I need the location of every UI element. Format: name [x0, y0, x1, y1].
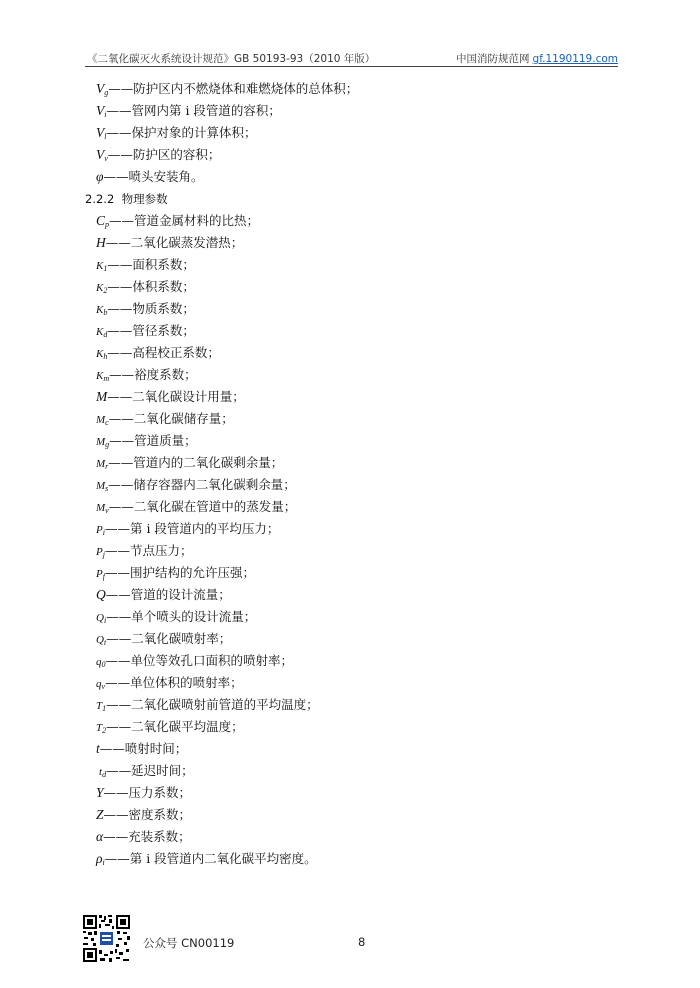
definition-text: ——裕度系数； — [109, 367, 197, 382]
param-line — [85, 738, 605, 760]
param-line — [85, 540, 605, 562]
definition-text: ——压力系数； — [103, 785, 192, 800]
definition-text: ——延迟时间； — [106, 763, 194, 778]
page-header — [85, 50, 618, 67]
definition-text: ——二氧化碳喷射率； — [106, 631, 232, 646]
definition-text: ——二氧化碳喷射前管道的平均温度； — [106, 697, 319, 712]
param-line — [85, 452, 605, 474]
definition-text: ——管径系数； — [107, 323, 195, 338]
qr-code-icon — [82, 914, 131, 963]
symbol: $V_v$ — [96, 147, 108, 163]
param-line — [85, 628, 605, 650]
param-line — [85, 342, 605, 364]
definition-text: ——管道内的二氧化碳剩余量； — [108, 455, 284, 470]
param-line — [85, 254, 605, 276]
definition-text: ——密度系数； — [103, 807, 192, 822]
definition-text: ——高程校正系数； — [107, 345, 220, 360]
param-line — [85, 474, 605, 496]
definition-text: ——喷射时间； — [99, 741, 188, 756]
param-line — [85, 364, 605, 386]
definition-text: ——保护对象的计算体积； — [106, 125, 257, 140]
symbol: Y — [96, 785, 104, 800]
definition-text: ——体积系数； — [107, 279, 195, 294]
document-title: 《二氧化碳灭火系统设计规范》GB 50193-93（2010 年版） — [87, 53, 376, 65]
param-line — [85, 606, 605, 628]
definition-text: ——管道金属材料的比热； — [109, 213, 260, 228]
definition-text: ——围护结构的允许压强； — [104, 565, 255, 580]
section-heading — [85, 188, 605, 210]
definition-text: ——防护区的容积； — [107, 147, 221, 162]
param-line — [85, 496, 605, 518]
param-line — [85, 298, 605, 320]
symbol: Q — [96, 587, 106, 602]
param-line — [85, 430, 605, 452]
definition-text: ——物质系数； — [107, 301, 195, 316]
symbol: $M_r$ — [96, 458, 109, 471]
definition-line — [85, 100, 605, 122]
param-line — [85, 320, 605, 342]
param-line — [85, 386, 605, 408]
symbol: $Q_i$ — [96, 612, 107, 625]
definition-text: ——第 i 段管道内的平均压力； — [104, 521, 280, 536]
site-name: 中国消防规范网 — [456, 53, 530, 65]
site-link[interactable]: gf.1190119.com — [532, 53, 618, 65]
symbol: $K_m$ — [96, 370, 110, 383]
param-line — [85, 848, 605, 870]
param-line — [85, 782, 605, 804]
param-line — [85, 276, 605, 298]
symbol: $K_b$ — [96, 304, 108, 317]
definition-text: ——防护区内不燃烧体和难燃烧体的总体积； — [108, 81, 359, 96]
symbol: $P_i$ — [96, 524, 105, 537]
definition-text: ——二氧化碳在管道中的蒸发量； — [108, 499, 297, 514]
param-line — [85, 694, 605, 716]
page-content — [85, 78, 605, 870]
symbol: α — [96, 829, 104, 844]
definition-text: ——二氧化碳平均温度； — [106, 719, 244, 734]
symbol: $V_l$ — [96, 125, 107, 141]
param-line — [85, 672, 605, 694]
definition-text: ——第 i 段管道内二氧化碳平均密度。 — [104, 851, 317, 866]
param-line — [85, 562, 605, 584]
definition-text: ——节点压力； — [104, 543, 193, 558]
definition-text: ——二氧化碳储存量； — [108, 411, 234, 426]
symbol: $C_p$ — [96, 213, 110, 229]
definition-text: ——喷头安装角。 — [103, 169, 204, 184]
symbol: $V_g$ — [96, 81, 109, 97]
symbol: t — [96, 741, 100, 756]
definition-text: ——单位等效孔口面积的喷射率； — [105, 653, 294, 668]
param-line — [85, 650, 605, 672]
section-number: 2.2.2 — [85, 192, 115, 206]
definition-text: ——储存容器内二氧化碳剩余量； — [108, 477, 296, 492]
symbol: $V_i$ — [96, 103, 107, 119]
symbol: $K_2$ — [96, 282, 108, 295]
definition-line — [85, 122, 605, 144]
public-account-label: 公众号 CN00119 — [143, 936, 235, 950]
symbol: $Q_t$ — [96, 634, 107, 647]
symbol: φ — [96, 169, 104, 184]
page-number: 8 — [358, 935, 366, 949]
definition-text: ——充装系数； — [103, 829, 191, 844]
definition-text: ——单个喷头的设计流量； — [106, 609, 257, 624]
param-line — [85, 760, 605, 782]
section-title: 物理参数 — [121, 192, 168, 206]
definition-text: ——管道的设计流量； — [105, 587, 231, 602]
definition-line — [85, 144, 605, 166]
symbol: $T_2$ — [96, 722, 107, 735]
symbol: $P_j$ — [96, 546, 105, 559]
definition-text: ——面积系数； — [107, 257, 195, 272]
param-line — [85, 826, 605, 848]
symbol: $P_f$ — [96, 568, 105, 581]
symbol: $T_1$ — [96, 700, 107, 713]
symbol: $M_s$ — [96, 480, 109, 493]
definition-text: ——单位体积的喷射率； — [105, 675, 243, 690]
definition-text: ——管道质量； — [109, 433, 197, 448]
definition-line — [85, 166, 605, 188]
definition-text: ——二氧化碳设计用量； — [107, 389, 245, 404]
site-info — [456, 51, 618, 66]
param-line — [85, 408, 605, 430]
symbol: $K_h$ — [96, 348, 108, 361]
param-line — [85, 518, 605, 540]
symbol: $M_g$ — [96, 436, 110, 449]
symbol: $t_d$ — [99, 766, 107, 779]
definition-line — [85, 78, 605, 100]
param-line — [85, 232, 605, 254]
param-line — [85, 716, 605, 738]
definition-text: ——二氧化碳蒸发潜热； — [105, 235, 244, 250]
symbol: H — [96, 235, 106, 250]
symbol: $\rho_i$ — [96, 851, 105, 867]
definition-text: ——管网内第 i 段管道的容积； — [106, 103, 281, 118]
param-line — [85, 210, 605, 232]
param-line — [85, 584, 605, 606]
symbol: $M_v$ — [96, 502, 109, 515]
symbol: $M_c$ — [96, 414, 109, 427]
symbol: Z — [96, 807, 104, 822]
param-line — [85, 804, 605, 826]
symbol: $q_0$ — [96, 656, 106, 669]
symbol: $q_v$ — [96, 678, 106, 691]
symbol: M — [96, 389, 108, 404]
symbol: $K_d$ — [96, 326, 108, 339]
symbol: $K_1$ — [96, 260, 108, 273]
